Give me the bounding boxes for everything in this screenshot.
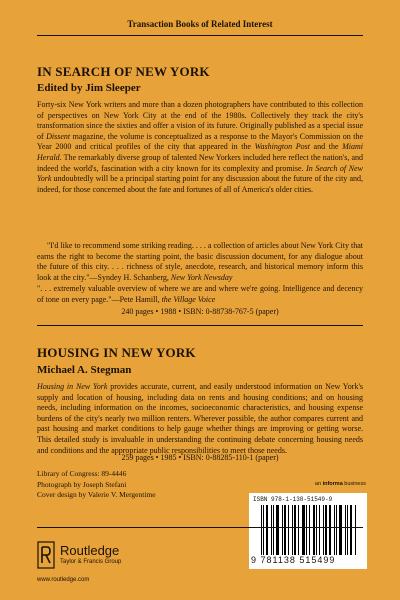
book1-quote-text: ". . . extremely valuable overview of where we are and where we're going. Intelligence and decency of tone on every page."—Pete Hamill, [37,284,363,304]
loc-number: Library of Congress: 89-4446 [37,469,127,478]
book2-author: Michael A. Stegman [37,364,132,376]
book1-description-italic: Miami Herald [37,142,363,162]
divider [37,35,363,36]
barcode-bar [347,505,348,555]
barcode-bar [263,505,264,555]
barcode-digits: 9 781138 515499 [251,555,336,565]
book2-title: HOUSING IN NEW YORK [37,345,196,360]
barcode-bar [273,505,274,555]
barcode-bar [336,505,337,555]
book1-meta: 240 pages • 1988 • ISBN: 0-88738-767-5 (paper) [121,307,279,316]
publisher-name: Routledge [60,543,120,558]
book1-description-part: . The remarkably diverse group of talented New Yorkers included here reflect the nation's, and indeed the world's, fascination with a city known for its complexity and promise. [37,152,363,173]
barcode-bar [298,505,299,555]
book1-description-italic: Washington Post [254,142,310,152]
credits [37,469,156,501]
barcode-bar [306,505,307,555]
book1-quote-text: "I'd like to recommend some striking reading. . . . a collection of articles about New York City that earns the right to become the starting point, the basic discussion document, for any dialogue about the future of this city. . . . richness of style, anecdote, research, and historical memory inform this look at the city."—Syndey H. Schanberg, [37,241,363,282]
series-header: Transaction Books of Related Interest [127,19,273,29]
book2-meta: 259 pages • 1985 • ISBN: 0-88285-110-1 (paper) [121,453,279,462]
barcode-bar [284,505,286,555]
barcode-bar [323,505,324,555]
barcode-bar [288,505,289,555]
informa-tagline [315,481,366,487]
isbn-label: ISBN 978-1-138-51549-9 [253,496,333,503]
publisher-group: Taylor & Francis Group [60,559,122,565]
publisher-website: www.routledge.com [37,577,90,583]
barcode-bars [261,505,359,555]
barcode-bar [316,505,317,555]
book1-description-part: and the [309,142,343,152]
barcode-bar [313,505,315,555]
barcode-bar [271,505,272,555]
book2-description [37,382,363,456]
barcode [249,493,367,569]
divider [37,527,363,528]
informa-brand: informa [322,481,343,487]
barcode-bar [276,505,279,555]
book1-description [37,100,363,195]
barcode-bar [302,505,305,555]
barcode-bar [329,505,331,555]
book2-description-italic: Housing in New York [37,382,108,391]
barcode-bar [309,505,310,555]
barcode-bar [261,505,262,555]
routledge-logo-icon [37,541,55,569]
informa-prefix: an [314,481,323,487]
book1-description-part: Forty-six New York writers and more than a dozen photographers have contributed to this collection of perspectives on New York City at the end of the 1980s. Collectively they track the city's transformation since the sixties and offer a vision of its future. Originally published as a special issue of [37,100,363,141]
barcode-bar [292,505,293,555]
divider [37,325,363,326]
barcode-bar [319,505,320,555]
book1-description-part: undoubtedly will be a principal starting point for any discussion about the future of the city and, indeed, for those concerned about the fate and fortunes of all of America's older cities. [37,174,363,194]
book1-quote-source: the Village Voice [161,294,216,304]
barcode-bar [266,505,268,555]
book1-quote [37,241,363,283]
book1-title: IN SEARCH OF NEW YORK [37,64,210,79]
informa-suffix: business [342,481,366,487]
barcode-bar [345,505,346,555]
book1-description-part: magazine, the volume is conceptualized as a response to the Mayor's Commission on the Year 2000 and critical profiles of the city that appeared in the [37,131,363,152]
barcode-bar [325,505,327,555]
barcode-bar [350,505,352,555]
book1-description-italic: Dissent [46,131,71,141]
barcode-bar [282,505,283,555]
barcode-bar [355,505,356,555]
book2-description-part: provides accurate, current, and easily understood information on New York's supply and location of housing, including data on rents and housing conditions; and on housing needs, including information on the incomes, socioeconomic characteristics, and housing expense burdens of the city's nearly two million renters. Wherever possible, the author compares current and past housing and market conditions to help gauge whether things are improving or getting worse. This detailed study is invaluable in understanding the continuing debate concerning housing needs and conditions and the appropriate public responsibilities to meet those needs. [37,382,363,455]
barcode-bar [294,505,296,555]
book1-description-italic: In Search of New York [37,163,363,184]
publisher [60,543,121,565]
book1-quote-source: New York Newsday [170,272,233,282]
barcode-bar [334,505,335,555]
photo-credit: Photograph by Joseph Stefani [37,479,127,489]
book1-editor: Edited by Jim Sleeper [37,82,141,94]
book1-quote [37,284,363,305]
barcode-bar [339,505,342,555]
cover-credit: Cover design by Valerie V. Mergentime [37,490,156,499]
